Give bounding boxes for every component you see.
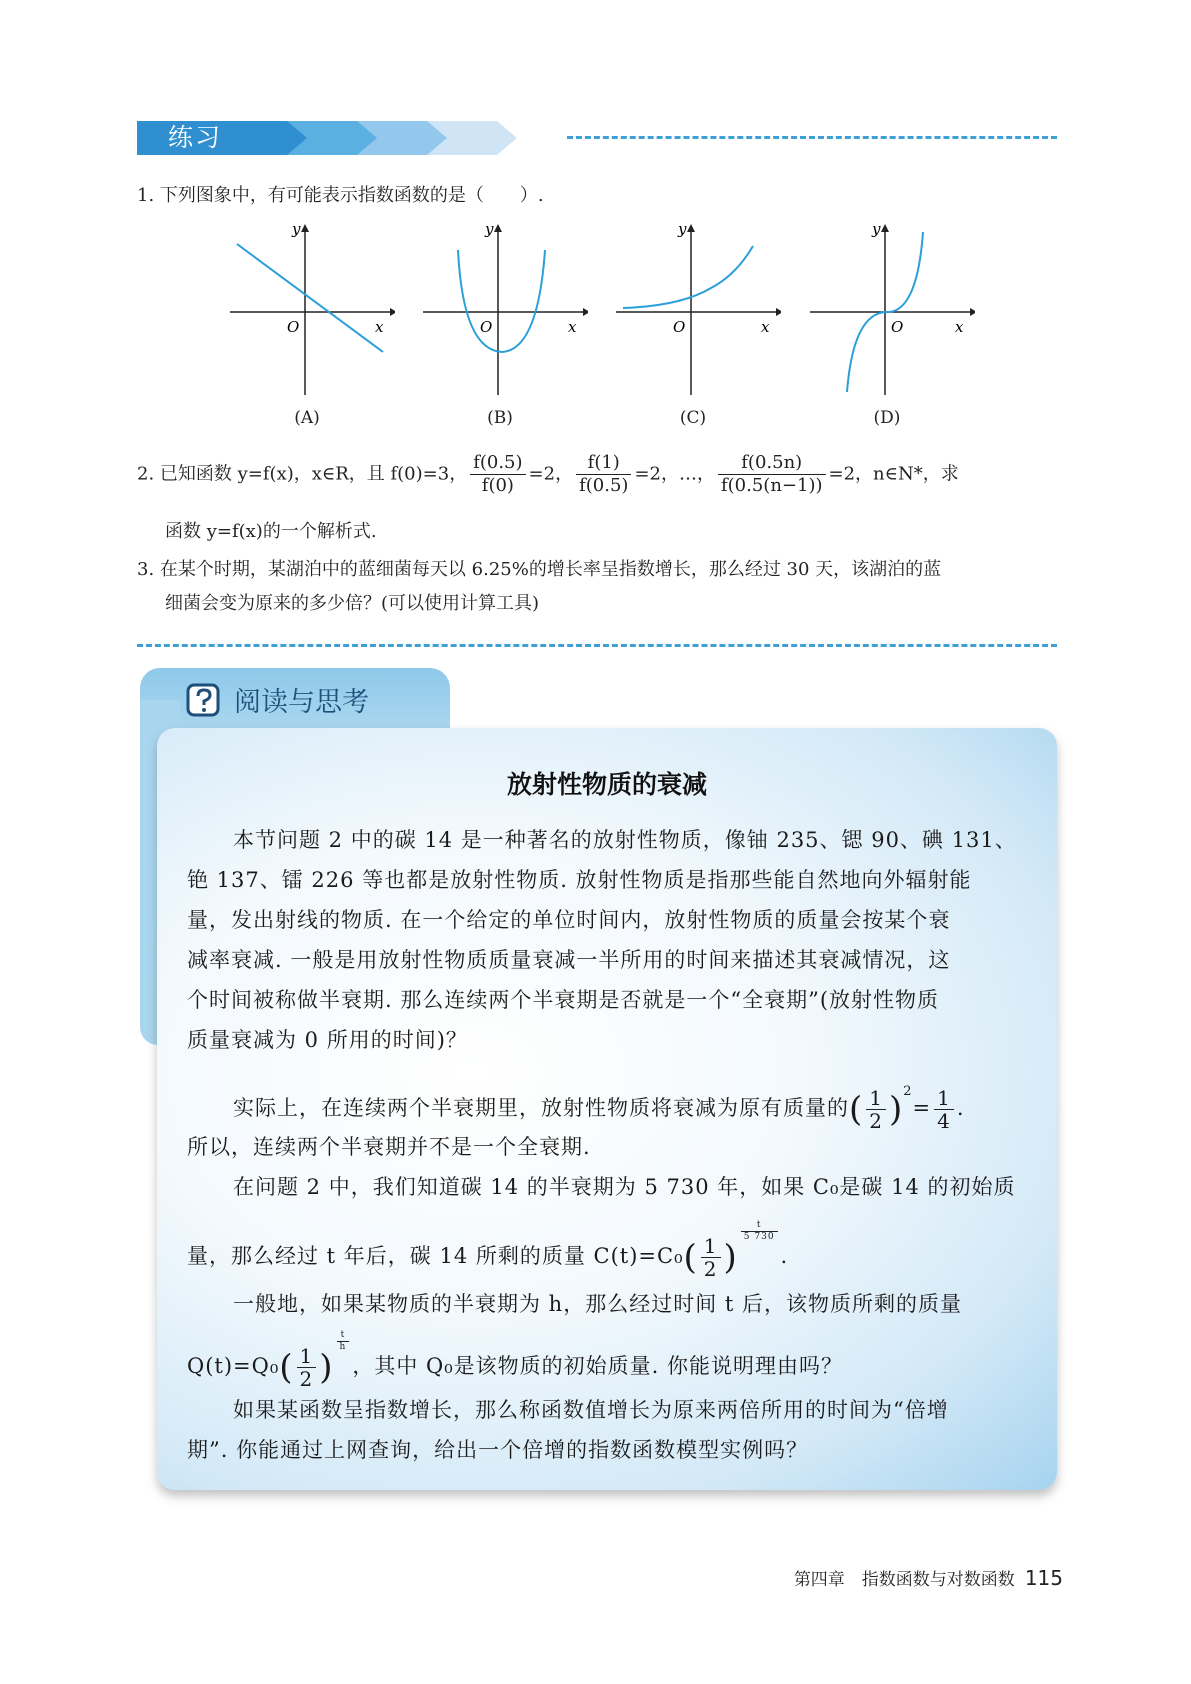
reading-paragraph-5-line-2: 期”. 你能通过上网查询，给出一个倍增的指数函数模型实例吗？ (187, 1438, 809, 1462)
fraction-3-denominator: f(0.5(n−1)) (720, 475, 823, 496)
section-title: 练习 (168, 123, 223, 152)
footer-chapter: 第四章 指数函数与对数函数 (793, 1570, 1015, 1590)
p2-quarter-den: 4 (937, 1109, 951, 1133)
p4-formula-start: Q(t)=Q₀ (187, 1354, 280, 1378)
p3-exponent (741, 1220, 778, 1243)
graph-b-y-label: y (485, 220, 494, 238)
p4-half-den: 2 (299, 1367, 314, 1391)
reading-paragraph-3-line-2: 量，那么经过 t 年后，碳 14 所剩的质量 C(t)=C₀( $\frac{1}{2}$ ) $\frac{t}{5 730}$ . (187, 1220, 789, 1281)
question-2-text-a: 已知函数 y=f(x)，x∈R，且 f(0)=3， (159, 463, 468, 485)
p3-exp-num: t (741, 1220, 778, 1232)
p3-period: . (780, 1244, 789, 1268)
graph-b (418, 220, 588, 400)
p4-exp-den: h (339, 1342, 347, 1352)
p2-period: . (956, 1096, 965, 1120)
p1-line-6: 质量衰减为 0 所用的时间)？ (187, 1028, 468, 1052)
fraction-2-numerator: f(1) (576, 452, 631, 475)
reading-paragraph-3-line-1: 在问题 2 中，我们知道碳 14 的半衰期为 5 730 年，如果 C₀是碳 14 的初始质 (233, 1175, 1016, 1199)
question-3 (137, 556, 941, 584)
graph-d-x-label: x (955, 318, 964, 336)
question-3-line-2: 细菌会变为原来的多少倍？(可以使用计算工具) (165, 593, 540, 614)
p2-fraction-quarter (934, 1087, 954, 1132)
p2-half-den: 2 (869, 1109, 883, 1133)
graph-a-label: (A) (294, 408, 320, 428)
graph-c-x-label: x (761, 318, 770, 336)
reading-paragraph-1 (187, 820, 1027, 1060)
p2-text: 实际上，在连续两个半衰期里，放射性物质将衰减为原有质量的 (233, 1096, 849, 1120)
p3-half-den: 2 (703, 1257, 718, 1281)
graph-a-y-label: y (292, 220, 301, 238)
question-2-eq-3: =2，n∈N*，求 (828, 463, 959, 485)
p3-fraction-half (701, 1235, 721, 1280)
p4-exp-num: t (337, 1330, 350, 1342)
fraction-2-denominator: f(0.5) (579, 475, 629, 496)
p4-text: ，其中 Q₀是该物质的初始质量. 你能说明理由吗？ (352, 1354, 844, 1378)
p4-half-num: 1 (297, 1345, 317, 1368)
p2-exponent: 2 (903, 1084, 913, 1099)
question-2-number: 2. (137, 463, 155, 485)
fraction-3 (718, 452, 826, 497)
p2-fraction-half (866, 1087, 886, 1132)
p3-exp-den: 5 730 (743, 1232, 775, 1242)
graph-d (805, 220, 975, 400)
page-number: 115 (1024, 1566, 1063, 1590)
p2-half-num: 1 (866, 1087, 886, 1110)
reading-paragraph-4-line-1: 一般地，如果某物质的半衰期为 h，那么经过时间 t 后，该物质所剩的质量 (233, 1292, 962, 1316)
p1-line-4: 减率衰减. 一般是用放射性物质质量衰减一半所用的时间来描述其衰减情况，这 (187, 948, 951, 972)
question-2-eq-2: =2，…， (634, 463, 715, 485)
graph-c-origin-label: O (673, 318, 686, 336)
graph-b-x-label: x (568, 318, 577, 336)
page-footer (794, 1565, 1063, 1590)
fraction-1-numerator: f(0.5) (470, 452, 525, 475)
p2-quarter-num: 1 (934, 1087, 954, 1110)
reading-paragraph-4-line-2: Q(t)=Q₀( $\frac{1}{2}$ ) $\frac{t}{h}$ ，其中 Q₀是该物质的初始质量. 你能说明理由吗？ (187, 1330, 844, 1391)
graph-c-label: (C) (679, 408, 707, 428)
graph-b-origin-label: O (480, 318, 493, 336)
bottom-dashed-divider (137, 644, 1057, 647)
p2-equals: = (912, 1096, 932, 1120)
top-dashed-divider (567, 136, 1057, 139)
p1-line-2: 铯 137、镭 226 等也都是放射性物质. 放射性物质是指那些能自然地向外辐射能 (187, 868, 972, 892)
graph-c (611, 220, 781, 400)
p1-line-1: 本节问题 2 中的碳 14 是一种著名的放射性物质，像铀 235、锶 90、碘 131、 (233, 828, 1017, 852)
fraction-3-numerator: f(0.5n) (718, 452, 826, 475)
graph-a-origin-label: O (287, 318, 300, 336)
question-3-line-1: 在某个时期，某湖泊中的蓝细菌每天以 6.25%的增长率呈指数增长，那么经过 30 天，该湖泊的蓝 (159, 559, 942, 580)
p1-line-3: 量，发出射线的物质. 在一个给定的单位时间内，放射性物质的质量会按某个衰 (187, 908, 951, 932)
reading-paragraph-2: 实际上，在连续两个半衰期里，放射性物质将衰减为原有质量的( $\frac{1}{2}$ )$^2$= $\frac{1}{4}$ . (233, 1084, 965, 1133)
graph-d-label: (D) (873, 408, 901, 428)
graph-d-y-label: y (872, 220, 881, 238)
graph-a-x-label: x (375, 318, 384, 336)
reading-paragraph-5-line-1: 如果某函数呈指数增长，那么称函数值增长为原来两倍所用的时间为“倍增 (233, 1398, 949, 1422)
reading-heading: 放射性物质的衰减 (506, 770, 707, 799)
fraction-1-denominator: f(0) (481, 475, 514, 496)
graph-c-y-label: y (678, 220, 687, 238)
reading-tab-title: 阅读与思考 (234, 687, 369, 718)
question-1-number: 1. (137, 185, 155, 206)
graph-a (225, 220, 395, 400)
question-2-line-2: 函数 y=f(x)的一个解析式. (165, 521, 377, 542)
p1-line-5: 个时间被称做半衰期. 那么连续两个半衰期是否就是一个“全衰期”(放射性物质 (187, 988, 940, 1012)
p4-exponent (337, 1330, 350, 1353)
reading-book-icon (186, 682, 222, 718)
fraction-2 (576, 452, 631, 497)
reading-paragraph-2-line-2: 所以，连续两个半衰期并不是一个全衰期. (187, 1135, 591, 1159)
question-1-text: 下列图象中，有可能表示指数函数的是（ ）. (159, 185, 544, 206)
question-3-number: 3. (137, 559, 155, 580)
question-2 (137, 452, 959, 497)
p3-text: 量，那么经过 t 年后，碳 14 所剩的质量 C(t)=C₀ (187, 1244, 684, 1268)
p3-half-num: 1 (701, 1235, 721, 1258)
question-2-eq-1: =2， (528, 463, 574, 485)
graph-b-label: (B) (487, 408, 513, 428)
p4-fraction-half (297, 1345, 317, 1390)
fraction-1 (470, 452, 525, 497)
graph-d-origin-label: O (891, 318, 904, 336)
question-1 (137, 182, 544, 210)
